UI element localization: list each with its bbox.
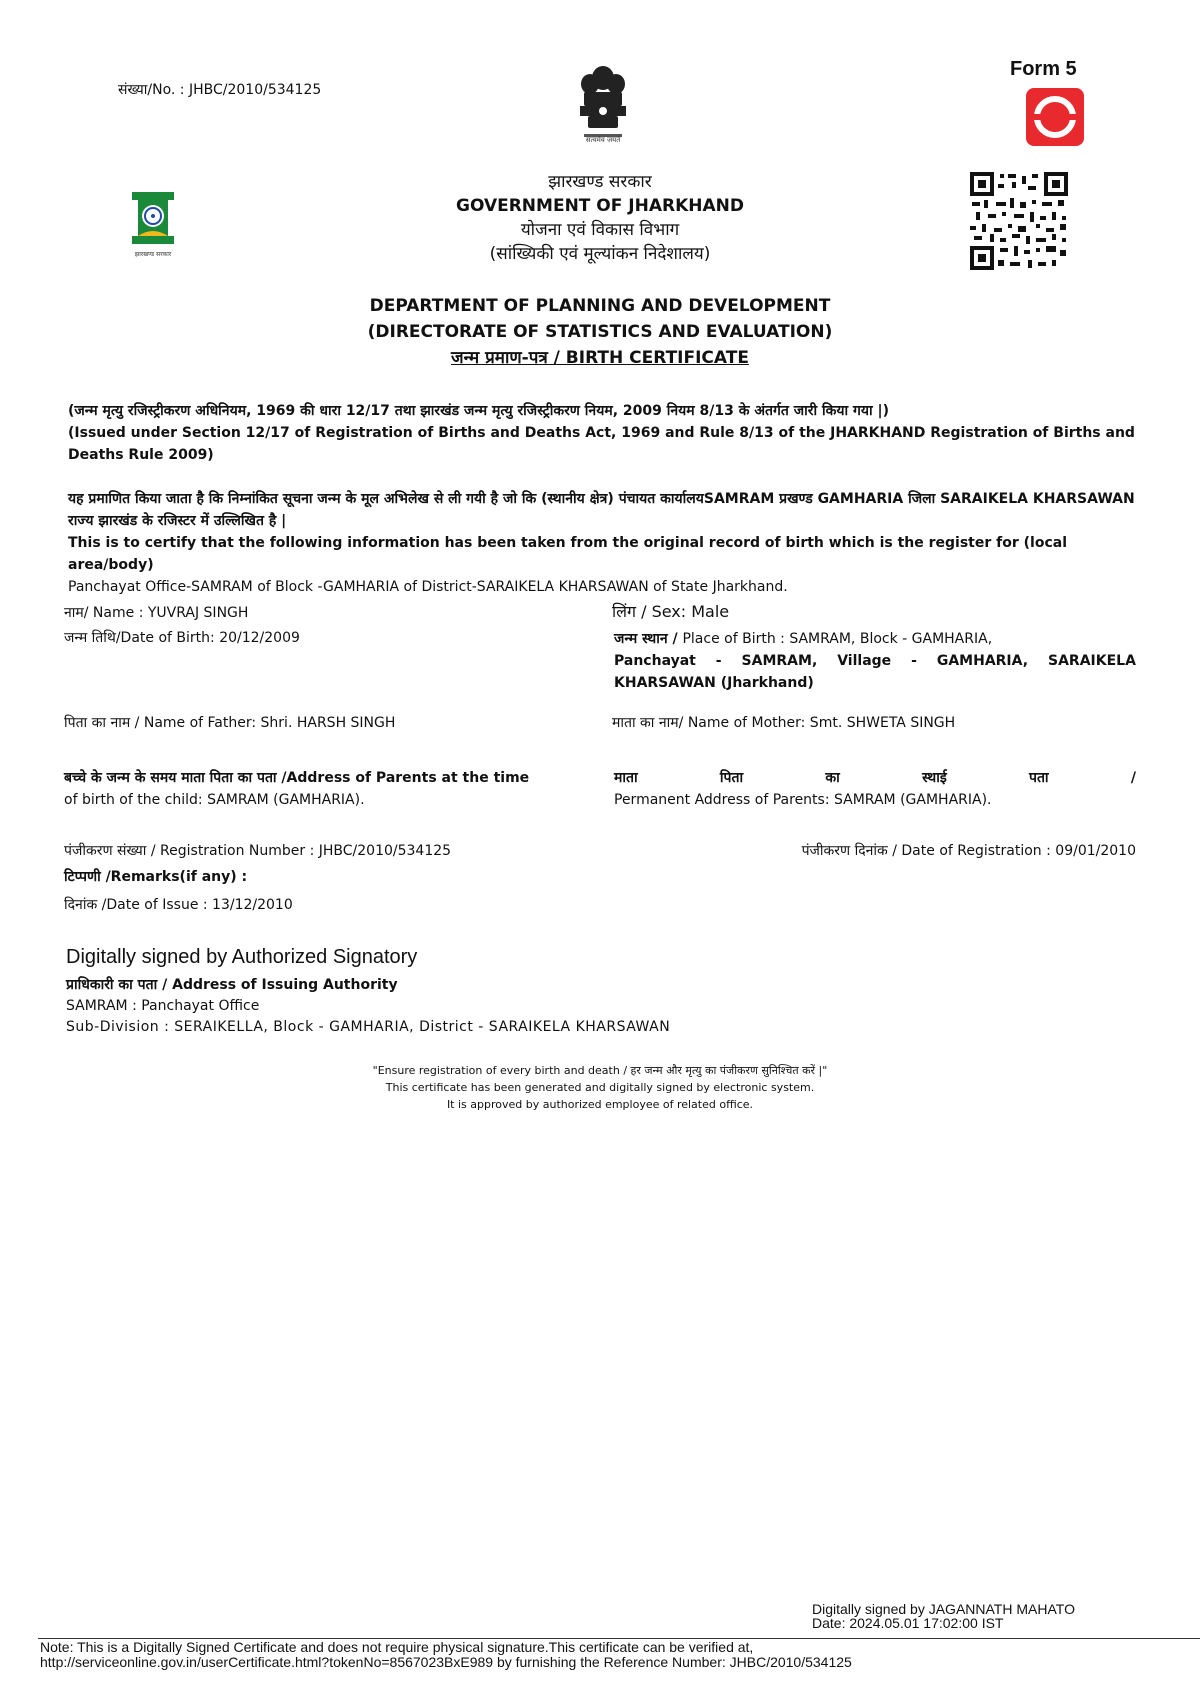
pob-word: - [715, 653, 722, 669]
jharkhand-logo-icon [118, 186, 188, 262]
verification-note: Note: This is a Digitally Signed Certificate and does not require physical signature.This certificate can be verified at, [40, 1639, 754, 1655]
permanent-address-word: / [1130, 770, 1136, 786]
hindi-dept-title: योजना एवं विकास विभाग [520, 220, 680, 240]
permanent-address-word: माता [614, 770, 638, 786]
pob-word: Panchayat [614, 653, 696, 669]
mother-name: माता का नाम/ Name of Mother: Smt. SHWETA SINGH [612, 715, 956, 731]
certify-english-bold: This is to certify that the following information has been taken from the original record of birth which is the register for (local area/body) [68, 535, 1067, 573]
place-of-birth-label: जन्म स्थान / [614, 631, 683, 647]
permanent-address-value: Permanent Address of Parents: SAMRAM (GAMHARIA). [614, 792, 992, 808]
verification-link[interactable]: http://serviceonline.gov.in/userCertificate.html?tokenNo=8567023BxE989 by furnishing the Reference Number: JHBC/2010/534125 [40, 1654, 852, 1670]
certify-english: Panchayat Office-SAMRAM of Block -GAMHARIA of District-SARAIKELA KHARSAWAN of State Jharkhand. [68, 579, 788, 595]
sex: लिंग / Sex: Male [612, 602, 730, 621]
pob-word: Village [837, 653, 892, 669]
issuing-authority-label: प्राधिकारी का पता / Address of Issuing Authority [66, 977, 398, 993]
issue-date: दिनांक /Date of Issue : 13/12/2010 [64, 897, 293, 913]
ashoka-emblem-icon [568, 60, 638, 146]
remarks: टिप्पणी /Remarks(if any) : [64, 869, 248, 885]
pob-word: SARAIKELA [1048, 653, 1136, 669]
place-of-birth [614, 628, 1136, 694]
directorate-title: (DIRECTORATE OF STATISTICS AND EVALUATION) [367, 322, 833, 342]
digital-signature-name: Digitally signed by JAGANNATH MAHATO [812, 1601, 1075, 1617]
place-of-birth-line3: KHARSAWAN (Jharkhand) [614, 675, 814, 691]
date-of-birth: जन्म तिथि/Date of Birth: 20/12/2009 [64, 630, 300, 646]
registration-slogan: "Ensure registration of every birth and death / हर जन्म और मृत्यु का पंजीकरण सुनिश्चित करें |" [372, 1064, 828, 1077]
pob-word: - [911, 653, 917, 669]
registration-date: पंजीकरण दिनांक / Date of Registration : 09/01/2010 [801, 843, 1136, 859]
dept-title: DEPARTMENT OF PLANNING AND DEVELOPMENT [369, 296, 831, 316]
govt-title: GOVERNMENT OF JHARKHAND [456, 196, 744, 216]
permanent-address-word: पिता [719, 770, 744, 786]
certify-hindi: यह प्रमाणित किया जाता है कि निम्नांकित सूचना जन्म के मूल अभिलेख से ली गयी है जो कि (स्थानीय क्षेत्र) पंचायत कार्यालयSAMRAM प्रखण्ड GAMHARIA जिला SARAIKELA KHARSAWAN राज्य झारखंड के रजिस्टर में उल्लिखित है | [68, 491, 1135, 529]
pob-word: SAMRAM, [741, 653, 818, 669]
issuing-office: SAMRAM : Panchayat Office [66, 998, 260, 1014]
permanent-address-word: पता [1029, 770, 1049, 786]
hindi-govt-title: झारखण्ड सरकार [548, 172, 652, 192]
qr-code-icon [970, 172, 1068, 270]
signatory-title: Digitally signed by Authorized Signatory [66, 946, 418, 968]
form-label: Form 5 [1010, 58, 1077, 80]
jharkhand-logo-caption: झारखण्ड सरकार [134, 251, 172, 258]
pob-word: GAMHARIA, [936, 653, 1029, 669]
parents-address-value: of birth of the child: SAMRAM (GAMHARIA). [64, 792, 365, 808]
hindi-directorate-title: (सांख्यिकी एवं मूल्यांकन निदेशालय) [489, 244, 711, 264]
form-badge-icon [1026, 88, 1084, 146]
issuance-english: (Issued under Section 12/17 of Registration of Births and Deaths Act, 1969 and Rule 8/13 of the JHARKHAND Registration of Births and Deaths Rule 2009) [68, 425, 1135, 463]
issuing-subdivision: Sub-Division : SERAIKELLA, Block - GAMHARIA, District - SARAIKELA KHARSAWAN [66, 1019, 671, 1035]
father-name: पिता का नाम / Name of Father: Shri. HARSH SINGH [64, 715, 396, 731]
emblem-motto: सत्यमेव जयते [585, 136, 621, 144]
approval-notice: It is approved by authorized employee of related office. [446, 1098, 754, 1111]
serial-number: संख्या/No. : JHBC/2010/534125 [118, 82, 322, 98]
place-of-birth-line1: Place of Birth : SAMRAM, Block - GAMHARIA, [682, 631, 993, 647]
parents-address-label: बच्चे के जन्म के समय माता पिता का पता /Address of Parents at the time [64, 770, 530, 786]
generated-notice: This certificate has been generated and digitally signed by electronic system. [385, 1081, 815, 1094]
registration-number: पंजीकरण संख्या / Registration Number : JHBC/2010/534125 [64, 843, 452, 859]
certificate-title: जन्म प्रमाण-पत्र / BIRTH CERTIFICATE [451, 348, 749, 368]
child-name: नाम/ Name : YUVRAJ SINGH [64, 605, 249, 621]
issuance-hindi: (जन्म मृत्यु रजिस्ट्रीकरण अधिनियम, 1969 की धारा 12/17 तथा झारखंड जन्म मृत्यु रजिस्ट्रीकरण नियम, 2009 नियम 8/13 के अंतर्गत जारी किया गया |) [68, 403, 889, 419]
permanent-address-word: स्थाई [922, 770, 947, 786]
digital-signature-date: Date: 2024.05.01 17:02:00 IST [812, 1615, 1004, 1631]
permanent-address-word: का [825, 770, 840, 786]
